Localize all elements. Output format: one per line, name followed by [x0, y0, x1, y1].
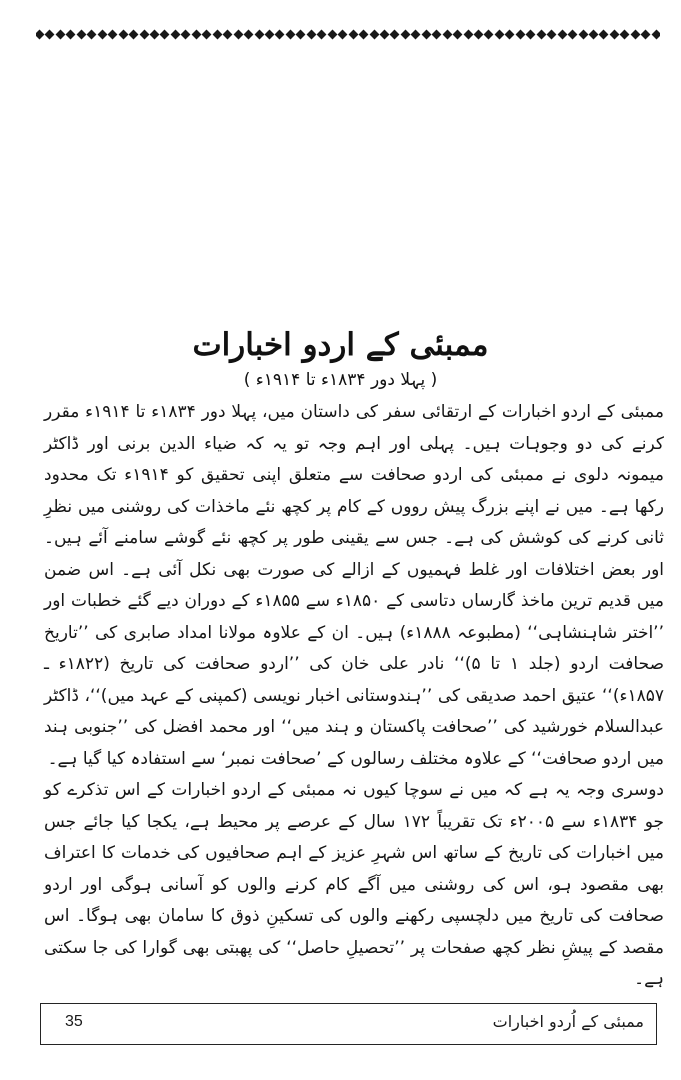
page-number: 35	[65, 1013, 83, 1030]
chapter-subtitle-period: ( پہلا دور ۱۸۳۴ء تا ۱۹۱۴ء )	[243, 370, 438, 390]
top-ornamental-rule	[36, 27, 660, 41]
running-title: ممبئی کے اُردو اخبارات	[492, 1012, 644, 1031]
body-paragraph-second: دوسری وجہ یہ ہے کہ میں نے سوچا کیوں نہ ممبئی کے اردو اخبارات کے اس تذکرے کو جو ۱۸۳۴ء سے ۲۰۰۵ء تک تقریباً ۱۷۲ سال کے عرصے پر محیط ہے، یکجا کیا جائے جس میں اخبارات کی تاریخ کے ساتھ اس شہرِ عزیز کے اہم صحافیوں کی خدمات کا اعتراف بھی مقصود ہو، اس کی روشنی میں آگے کام کرنے والوں کو آسانی ہوگی اور اردو صحافت کی تاریخ میں دلچسپی رکھنے والوں کی تسکینِ ذوق کا سامان بھی ہوگا۔ اس مقصد کے پیشِ نظر کچھ صفحات پر ’’تحصیلِ حاصل‘‘ کی پھبتی بھی گوارا کی جا سکتی ہے۔	[44, 780, 664, 989]
page-footer	[40, 1003, 657, 1045]
body-paragraph-first: ممبئی کے اردو اخبارات کے ارتقائی سفر کی داستان میں، پہلا دور ۱۸۳۴ء تا ۱۹۱۴ء مقرر کرنے کی دو وجوہات ہیں۔ پہلی اور اہم وجہ تو یہ کہ ضیاء الدین برنی اور ڈاکٹر میمونہ دلوی نے ممبئی کی اردو صحافت سے متعلق اپنی تحقیق کو ۱۹۱۴ء تک محدود رکھا ہے۔ میں نے اپنے بزرگ پیش رووں کے کام پر کچھ نئے ماخذات کی روشنی میں نظرِ ثانی کرنے کی کوشش کی ہے۔ جس سے یقینی طور پر کچھ نئے گوشے سامنے آئے ہیں۔ اور بعض اختلافات اور غلط فہمیوں کے ازالے کی صورت بھی نکل آئی ہے۔ اس ضمن میں قدیم ترین ماخذ گارساں دتاسی کے ۱۸۵۰ء سے ۱۸۵۵ء کے دوران دیے گئے خطبات اور ’’اختر شاہنشاہی‘‘ (مطبوعہ ۱۸۸۸ء) ہیں۔ ان کے علاوہ مولانا امداد صابری کی ’’تاریخ صحافت اردو (جلد ۱ تا ۵)‘‘ نادر علی خان کی ’’اردو صحافت کی تاریخ (۱۸۲۲ء ـ ۱۸۵۷ء)‘‘ عتیق احمد صدیقی کی ’’ہندوستانی اخبار نویسی (کمپنی کے عہد میں)‘‘، ڈاکٹر عبدالسلام خورشید کی ’’صحافت پاکستان و ہند میں‘‘ اور محمد افضل کی ’’جنوبی ہند میں اردو صحافت‘‘ کے علاوہ مختلف رسالوں کے ’صحافت نمبر‘ سے استفادہ کیا گیا ہے۔	[44, 402, 664, 769]
chapter-title: ممبئی کے اردو اخبارات	[192, 326, 489, 363]
chapter-body	[44, 397, 664, 996]
